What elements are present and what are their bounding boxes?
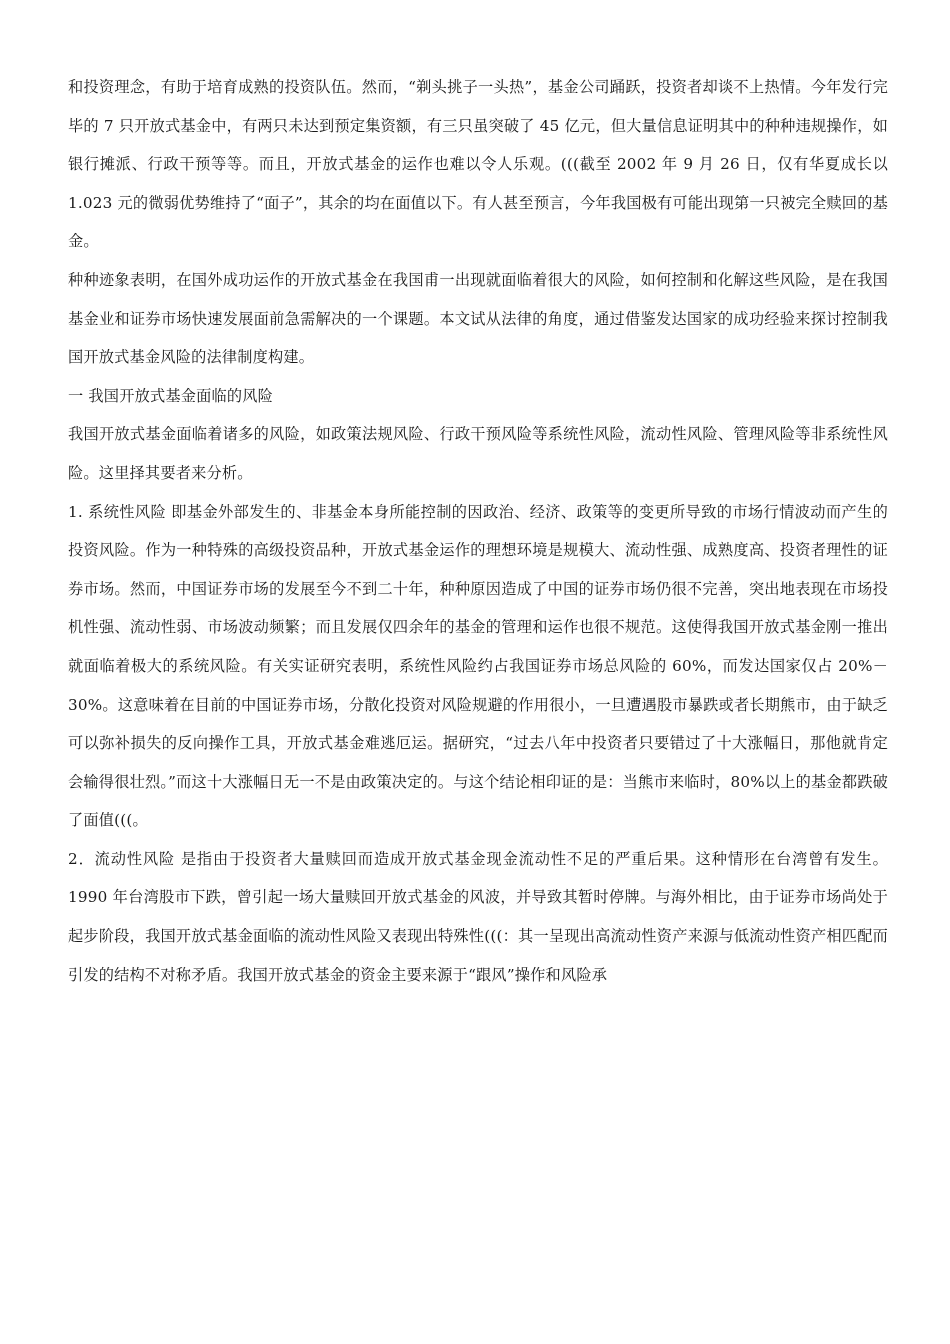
paragraph-intro-continued: 和投资理念，有助于培育成熟的投资队伍。然而，“剃头挑子一头热”，基金公司踊跃，投资者却谈不上热情。今年发行完毕的 7 只开放式基金中，有两只未达到预定集资额，有三只虽突破了 45 亿元，但大量信息证明其中的种种违规操作，如银行摊派、行政干预等等。而且，开放式基金的运作也难以令人乐观。(((截至 2002 年 9 月 26 日，仅有华夏成长以 1.023 元的微弱优势维持了“面子”，其余的均在面值以下。有人甚至预言，今年我国极有可能出现第一只被完全赎回的基金。 <box>68 78 888 251</box>
paragraph-systematic-risk: 1. 系统性风险 即基金外部发生的、非基金本身所能控制的因政治、经济、政策等的变更所导致的市场行情波动而产生的投资风险。作为一种特殊的高级投资品种，开放式基金运作的理想环境是规模大、流动性强、成熟度高、投资者理性的证券市场。然而，中国证券市场的发展至今不到二十年，种种原因造成了中国的证券市场仍很不完善，突出地表现在市场投机性强、流动性弱、市场波动频繁；而且发展仅四余年的基金的管理和运作也很不规范。这使得我国开放式基金刚一推出就面临着极大的系统风险。有关实证研究表明，系统性风险约占我国证券市场总风险的 60%，而发达国家仅占 20%－30%。这意味着在目前的中国证券市场，分散化投资对风险规避的作用很小，一旦遭遇股市暴跌或者长期熊市，由于缺乏可以弥补损失的反向操作工具，开放式基金难逃厄运。据研究，“过去八年中投资者只要错过了十大涨幅日，那他就肯定会输得很壮烈。”而这十大涨幅日无一不是由政策决定的。与这个结论相印证的是：当熊市来临时，80%以上的基金都跌破了面值(((。 <box>68 502 888 830</box>
section-heading: 一 我国开放式基金面临的风险 <box>68 386 274 405</box>
paragraph-risk-overview: 我国开放式基金面临着诸多的风险，如政策法规风险、行政干预风险等系统性风险，流动性风险、管理风险等非系统性风险。这里择其要者来分析。 <box>68 425 888 482</box>
document-page <box>68 68 888 994</box>
paragraph-liquidity-risk: 2．流动性风险 是指由于投资者大量赎回而造成开放式基金现金流动性不足的严重后果。这种情形在台湾曾有发生。1990 年台湾股市下跌，曾引起一场大量赎回开放式基金的风波，并导致其暂时停牌。与海外相比，由于证券市场尚处于起步阶段，我国开放式基金面临的流动性风险又表现出特殊性(((：其一呈现出高流动性资产来源与低流动性资产相匹配而引发的结构不对称矛盾。我国开放式基金的资金主要来源于“跟风”操作和风险承 <box>68 849 888 984</box>
paragraph-signs: 种种迹象表明，在国外成功运作的开放式基金在我国甫一出现就面临着很大的风险，如何控制和化解这些风险，是在我国基金业和证券市场快速发展面前急需解决的一个课题。本文试从法律的角度，通过借鉴发达国家的成功经验来探讨控制我国开放式基金风险的法律制度构建。 <box>68 270 888 367</box>
